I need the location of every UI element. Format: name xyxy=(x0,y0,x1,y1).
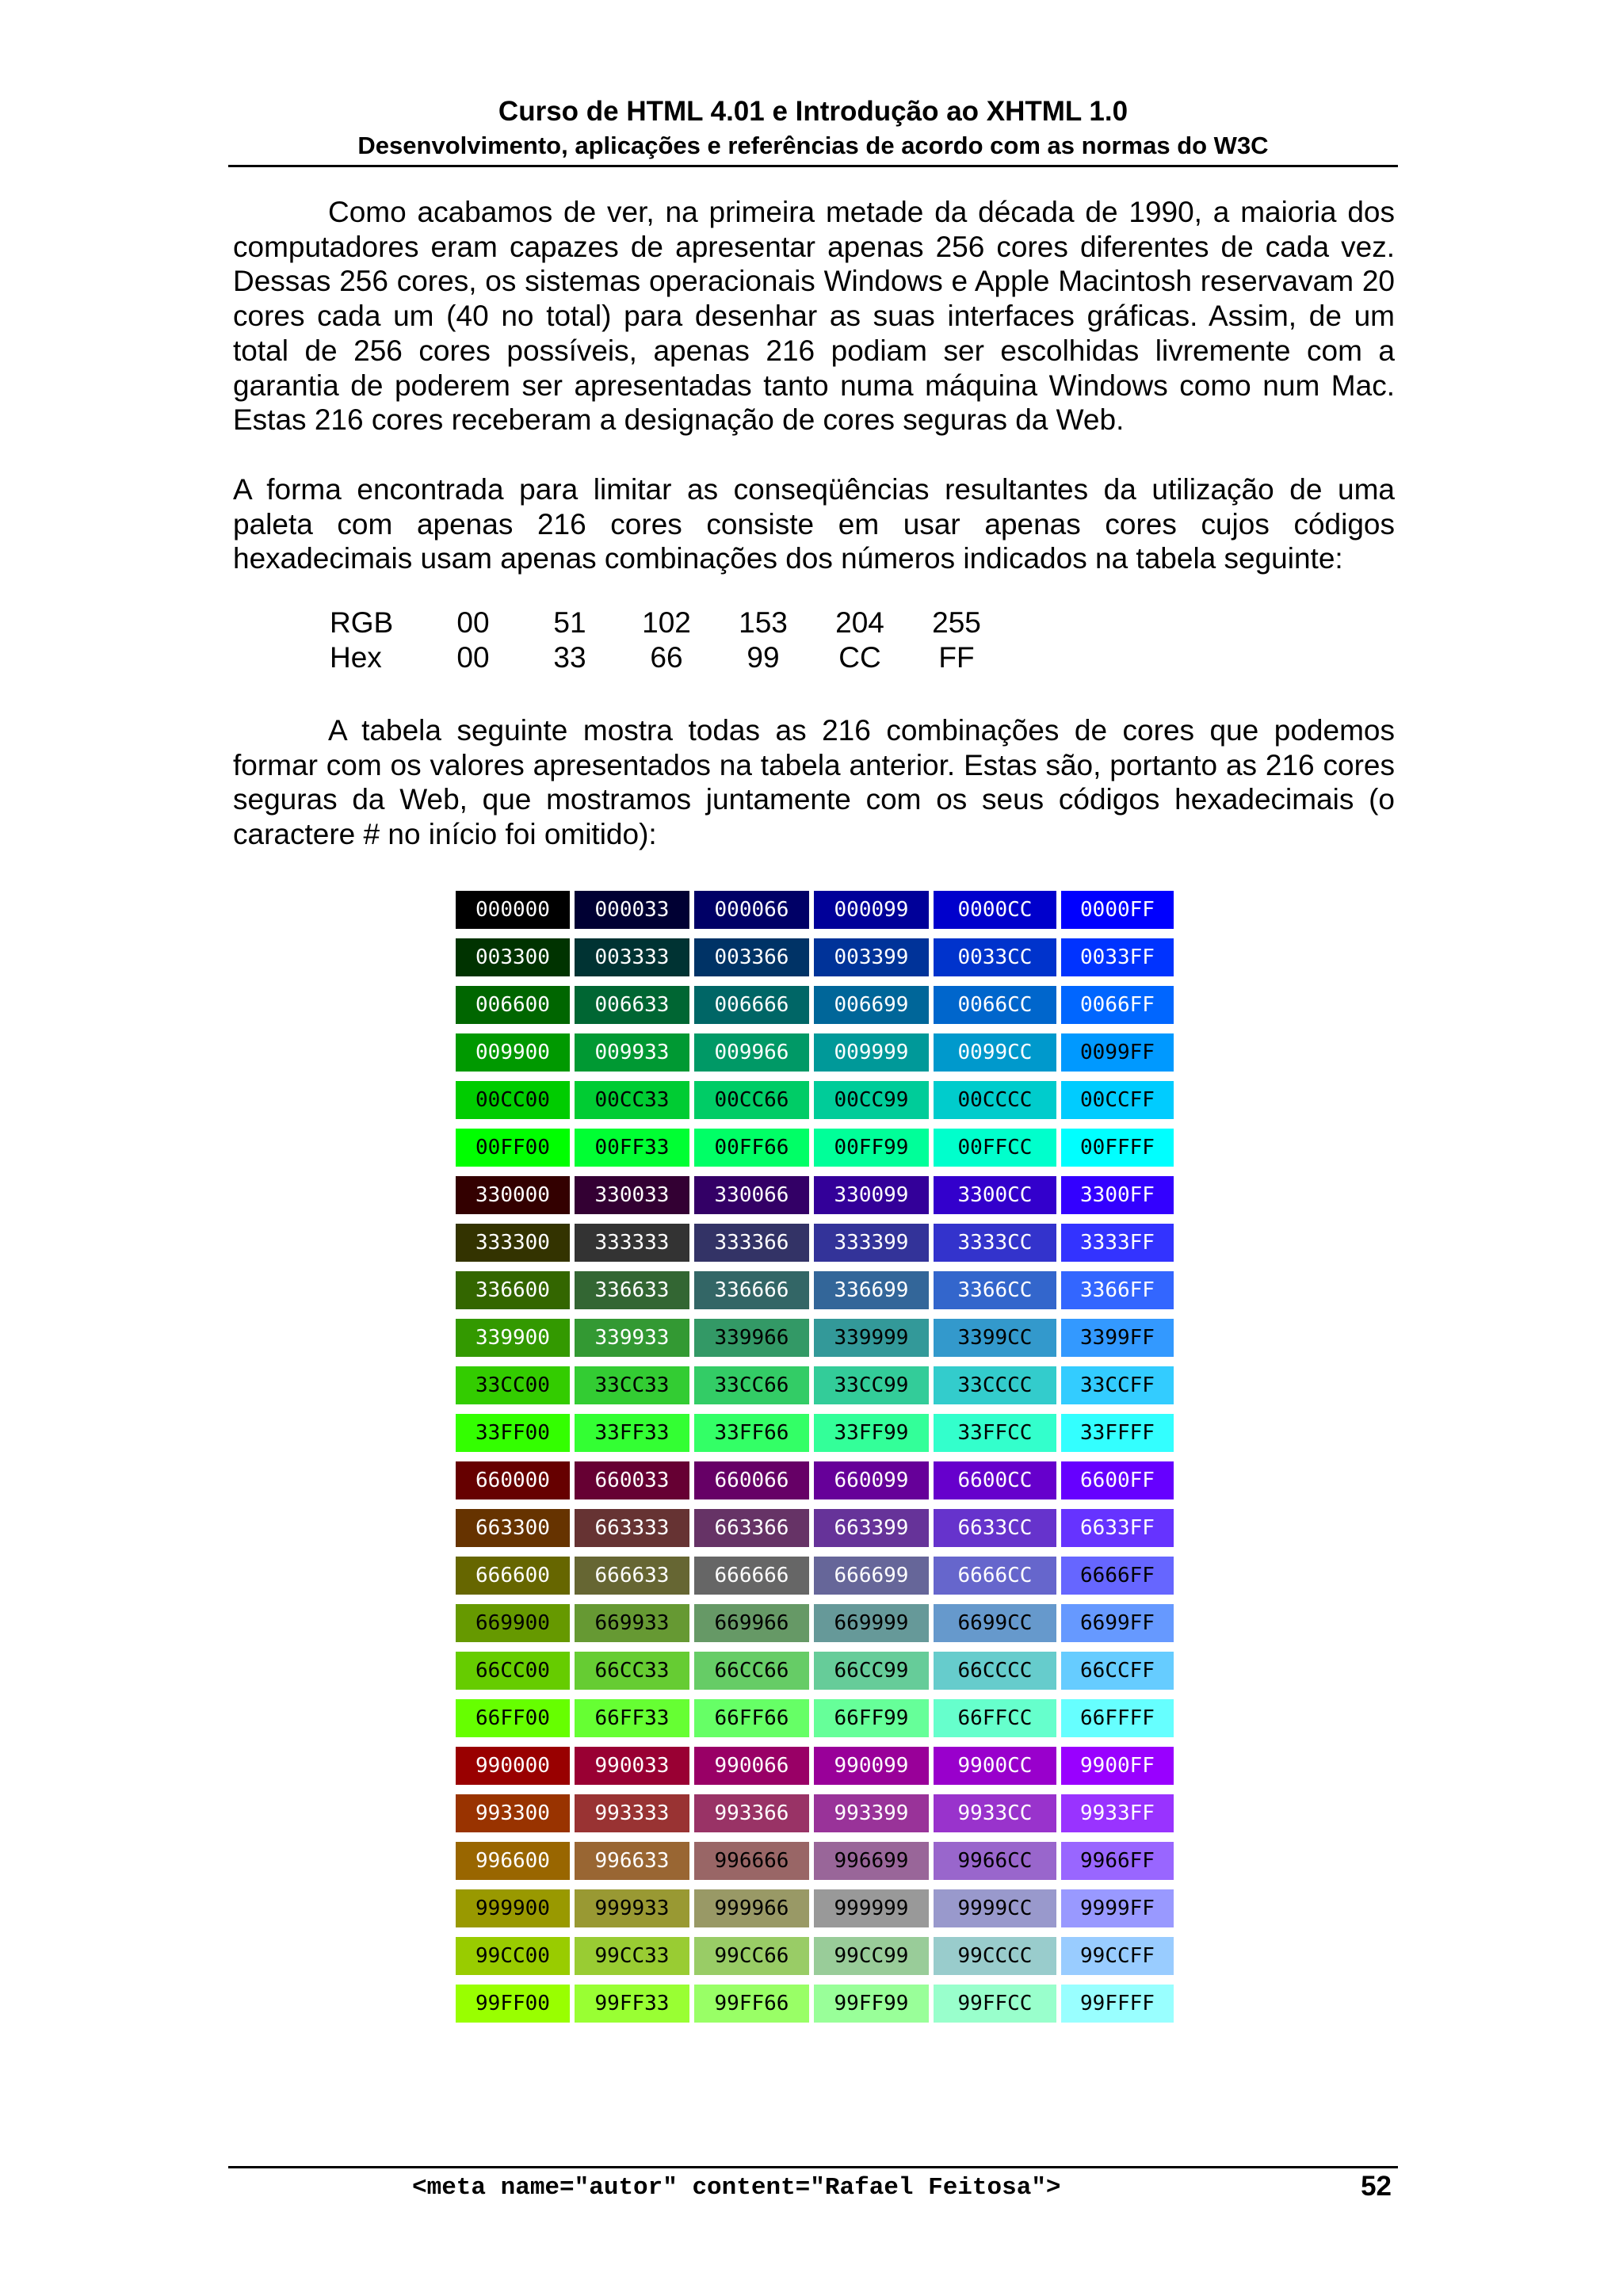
color-swatch: 669999 xyxy=(814,1604,929,1642)
color-swatch: 66CCCC xyxy=(934,1652,1056,1690)
value-cell: 204 xyxy=(835,606,884,639)
color-swatch: 99FFCC xyxy=(934,1985,1056,2023)
color-swatch: 000000 xyxy=(456,891,570,929)
color-swatch: 6699CC xyxy=(934,1604,1056,1642)
color-swatch: 99FFFF xyxy=(1061,1985,1174,2023)
color-swatch: 003399 xyxy=(814,938,929,976)
color-swatch: 990033 xyxy=(575,1747,689,1785)
rgb-hex-value-table xyxy=(330,606,1005,675)
color-swatch: 336600 xyxy=(456,1271,570,1309)
color-swatch: 000099 xyxy=(814,891,929,929)
color-swatch: 999900 xyxy=(456,1889,570,1927)
color-swatch: 99FF66 xyxy=(694,1985,809,2023)
color-swatch: 99CC99 xyxy=(814,1937,929,1975)
color-swatch: 336633 xyxy=(575,1271,689,1309)
color-swatch: 33FFCC xyxy=(934,1414,1056,1452)
color-swatch: 330000 xyxy=(456,1176,570,1214)
color-swatch: 006699 xyxy=(814,986,929,1024)
color-swatch: 00CC00 xyxy=(456,1081,570,1119)
color-swatch: 9999CC xyxy=(934,1889,1056,1927)
value-row-label: RGB xyxy=(330,606,394,639)
color-swatch: 000033 xyxy=(575,891,689,929)
color-swatch: 003300 xyxy=(456,938,570,976)
color-swatch: 66FFFF xyxy=(1061,1699,1174,1737)
color-swatch: 666633 xyxy=(575,1557,689,1595)
color-swatch: 33FFFF xyxy=(1061,1414,1174,1452)
color-swatch: 669900 xyxy=(456,1604,570,1642)
color-swatch: 660099 xyxy=(814,1461,929,1499)
color-swatch: 6633CC xyxy=(934,1509,1056,1547)
color-swatch: 330099 xyxy=(814,1176,929,1214)
color-swatch: 6600CC xyxy=(934,1461,1056,1499)
color-swatch: 9999FF xyxy=(1061,1889,1174,1927)
color-swatch: 00FF99 xyxy=(814,1129,929,1167)
color-swatch: 003333 xyxy=(575,938,689,976)
color-swatch: 33FF33 xyxy=(575,1414,689,1452)
header-rule xyxy=(228,165,1398,167)
color-block xyxy=(456,891,1169,1167)
value-cell: 66 xyxy=(650,641,683,674)
color-swatch: 666699 xyxy=(814,1557,929,1595)
color-swatch: 660033 xyxy=(575,1461,689,1499)
color-swatch: 339999 xyxy=(814,1319,929,1357)
color-swatch: 33CCCC xyxy=(934,1366,1056,1404)
color-swatch: 009999 xyxy=(814,1033,929,1072)
color-swatch: 996699 xyxy=(814,1842,929,1880)
color-swatch: 669966 xyxy=(694,1604,809,1642)
color-swatch: 33CC99 xyxy=(814,1366,929,1404)
color-swatch: 00FF66 xyxy=(694,1129,809,1167)
color-swatch: 3333FF xyxy=(1061,1224,1174,1262)
color-swatch: 663300 xyxy=(456,1509,570,1547)
color-swatch: 99FF33 xyxy=(575,1985,689,2023)
color-swatch: 663333 xyxy=(575,1509,689,1547)
color-swatch: 66CC66 xyxy=(694,1652,809,1690)
paragraph-palette: A forma encontrada para limitar as conseqüências resultantes da utilização de uma paleta com apenas 216 cores consiste em usar apenas cores cujos códigos hexadecimais usam apenas combinações dos números indicados na tabela seguinte: xyxy=(233,473,1395,575)
color-swatch: 669933 xyxy=(575,1604,689,1642)
color-swatch: 000066 xyxy=(694,891,809,929)
color-swatch: 330066 xyxy=(694,1176,809,1214)
color-swatch: 990000 xyxy=(456,1747,570,1785)
color-swatch: 99CC33 xyxy=(575,1937,689,1975)
color-swatch: 0066CC xyxy=(934,986,1056,1024)
color-swatch: 99FF99 xyxy=(814,1985,929,2023)
color-swatch: 00CC66 xyxy=(694,1081,809,1119)
color-swatch: 339933 xyxy=(575,1319,689,1357)
color-swatch: 6666CC xyxy=(934,1557,1056,1595)
header-subtitle: Desenvolvimento, aplicações e referências de acordo com as normas do W3C xyxy=(357,132,1269,159)
color-swatch: 333366 xyxy=(694,1224,809,1262)
value-cell: 102 xyxy=(642,606,691,639)
color-swatch: 996666 xyxy=(694,1842,809,1880)
color-swatch: 0099FF xyxy=(1061,1033,1174,1072)
color-swatch: 663366 xyxy=(694,1509,809,1547)
color-swatch: 009933 xyxy=(575,1033,689,1072)
color-swatch: 009900 xyxy=(456,1033,570,1072)
color-swatch: 33FF66 xyxy=(694,1414,809,1452)
color-swatch: 00FFFF xyxy=(1061,1129,1174,1167)
color-swatch: 00CC33 xyxy=(575,1081,689,1119)
color-swatch: 9900CC xyxy=(934,1747,1056,1785)
color-swatch: 33CC66 xyxy=(694,1366,809,1404)
color-block xyxy=(456,1747,1169,2023)
value-cell: CC xyxy=(838,641,881,674)
color-swatch: 0000CC xyxy=(934,891,1056,929)
color-swatch: 996633 xyxy=(575,1842,689,1880)
color-swatch: 33CCFF xyxy=(1061,1366,1174,1404)
value-cell: FF xyxy=(938,641,975,674)
color-swatch: 996600 xyxy=(456,1842,570,1880)
color-swatch: 33FF99 xyxy=(814,1414,929,1452)
color-swatch: 6600FF xyxy=(1061,1461,1174,1499)
color-swatch: 660000 xyxy=(456,1461,570,1499)
color-swatch: 3300FF xyxy=(1061,1176,1174,1214)
color-swatch: 99CCFF xyxy=(1061,1937,1174,1975)
color-swatch: 990099 xyxy=(814,1747,929,1785)
color-swatch: 660066 xyxy=(694,1461,809,1499)
color-swatch: 9933FF xyxy=(1061,1794,1174,1832)
color-swatch: 006666 xyxy=(694,986,809,1024)
web-safe-color-table xyxy=(456,891,1169,2032)
color-swatch: 66CCFF xyxy=(1061,1652,1174,1690)
color-swatch: 336666 xyxy=(694,1271,809,1309)
color-block xyxy=(456,1176,1169,1452)
color-swatch: 993366 xyxy=(694,1794,809,1832)
color-swatch: 00CCCC xyxy=(934,1081,1056,1119)
color-swatch: 666666 xyxy=(694,1557,809,1595)
color-swatch: 993300 xyxy=(456,1794,570,1832)
color-swatch: 3366FF xyxy=(1061,1271,1174,1309)
color-swatch: 663399 xyxy=(814,1509,929,1547)
color-swatch: 999966 xyxy=(694,1889,809,1927)
page-header xyxy=(228,94,1398,162)
color-swatch: 330033 xyxy=(575,1176,689,1214)
color-swatch: 66CC99 xyxy=(814,1652,929,1690)
color-swatch: 66CC33 xyxy=(575,1652,689,1690)
color-swatch: 0033FF xyxy=(1061,938,1174,976)
value-row-rgb xyxy=(330,606,1005,640)
value-cell: 153 xyxy=(739,606,788,639)
color-swatch: 3333CC xyxy=(934,1224,1056,1262)
color-swatch: 333300 xyxy=(456,1224,570,1262)
color-swatch: 0099CC xyxy=(934,1033,1056,1072)
paragraph-intro: Como acabamos de ver, na primeira metade da década de 1990, a maioria dos computadores eram capazes de apresentar apenas 256 cores diferentes de cada vez. Dessas 256 cores, os sistemas operacionais Windows e Apple Macintosh reservavam 20 cores cada um (40 no total) para desenhar as suas interfaces gráficas. Assim, de um total de 256 cores possíveis, apenas 216 podiam ser escolhidas livremente com a garantia de poderem ser apresentadas tanto numa máquina Windows como num Mac. Estas 216 cores receberam a designação de cores seguras da Web. xyxy=(233,196,1395,437)
header-title: Curso de HTML 4.01 e Introdução ao XHTML 1.0 xyxy=(498,96,1128,127)
color-swatch: 00FF33 xyxy=(575,1129,689,1167)
color-swatch: 99FF00 xyxy=(456,1985,570,2023)
page-number: 52 xyxy=(1361,2171,1392,2202)
color-swatch: 33CC33 xyxy=(575,1366,689,1404)
value-cell: 00 xyxy=(456,606,490,639)
color-swatch: 99CC00 xyxy=(456,1937,570,1975)
footer-meta-tag: <meta name="autor" content="Rafael Feitosa"> xyxy=(412,2174,1061,2202)
color-swatch: 0033CC xyxy=(934,938,1056,976)
color-swatch: 3399FF xyxy=(1061,1319,1174,1357)
value-cell: 255 xyxy=(932,606,981,639)
color-swatch: 336699 xyxy=(814,1271,929,1309)
color-swatch: 6699FF xyxy=(1061,1604,1174,1642)
color-swatch: 3399CC xyxy=(934,1319,1056,1357)
color-swatch: 6666FF xyxy=(1061,1557,1174,1595)
color-swatch: 993333 xyxy=(575,1794,689,1832)
paragraph-table-intro: A tabela seguinte mostra todas as 216 combinações de cores que podemos formar com os valores apresentados na tabela anterior. Estas são, portanto as 216 cores seguras da Web, que mostramos juntamente com os seus códigos hexadecimais (o caractere # no início foi omitido): xyxy=(233,714,1395,851)
page-footer xyxy=(228,2171,1398,2210)
color-swatch: 66FF00 xyxy=(456,1699,570,1737)
color-swatch: 339966 xyxy=(694,1319,809,1357)
color-swatch: 9900FF xyxy=(1061,1747,1174,1785)
color-swatch: 003366 xyxy=(694,938,809,976)
color-swatch: 9933CC xyxy=(934,1794,1056,1832)
color-block xyxy=(456,1461,1169,1737)
color-swatch: 6633FF xyxy=(1061,1509,1174,1547)
value-cell: 00 xyxy=(456,641,490,674)
color-swatch: 66CC00 xyxy=(456,1652,570,1690)
color-swatch: 339900 xyxy=(456,1319,570,1357)
value-cell: 51 xyxy=(553,606,586,639)
color-swatch: 993399 xyxy=(814,1794,929,1832)
color-swatch: 00FFCC xyxy=(934,1129,1056,1167)
color-swatch: 009966 xyxy=(694,1033,809,1072)
color-swatch: 333333 xyxy=(575,1224,689,1262)
color-swatch: 0000FF xyxy=(1061,891,1174,929)
color-swatch: 00FF00 xyxy=(456,1129,570,1167)
color-swatch: 666600 xyxy=(456,1557,570,1595)
color-swatch: 9966CC xyxy=(934,1842,1056,1880)
color-swatch: 006633 xyxy=(575,986,689,1024)
color-swatch: 00CCFF xyxy=(1061,1081,1174,1119)
color-swatch: 99CC66 xyxy=(694,1937,809,1975)
color-swatch: 999933 xyxy=(575,1889,689,1927)
color-swatch: 3300CC xyxy=(934,1176,1056,1214)
color-swatch: 990066 xyxy=(694,1747,809,1785)
value-cell: 99 xyxy=(747,641,780,674)
color-swatch: 006600 xyxy=(456,986,570,1024)
color-swatch: 0066FF xyxy=(1061,986,1174,1024)
color-swatch: 99CCCC xyxy=(934,1937,1056,1975)
value-row-label: Hex xyxy=(330,641,382,674)
color-swatch: 3366CC xyxy=(934,1271,1056,1309)
color-swatch: 66FF66 xyxy=(694,1699,809,1737)
color-swatch: 66FF33 xyxy=(575,1699,689,1737)
color-swatch: 333399 xyxy=(814,1224,929,1262)
color-swatch: 9966FF xyxy=(1061,1842,1174,1880)
color-swatch: 66FF99 xyxy=(814,1699,929,1737)
color-swatch: 999999 xyxy=(814,1889,929,1927)
value-cell: 33 xyxy=(553,641,586,674)
value-row-hex xyxy=(330,640,1005,675)
color-swatch: 33CC00 xyxy=(456,1366,570,1404)
color-swatch: 00CC99 xyxy=(814,1081,929,1119)
color-swatch: 33FF00 xyxy=(456,1414,570,1452)
color-swatch: 66FFCC xyxy=(934,1699,1056,1737)
footer-rule xyxy=(228,2166,1398,2168)
